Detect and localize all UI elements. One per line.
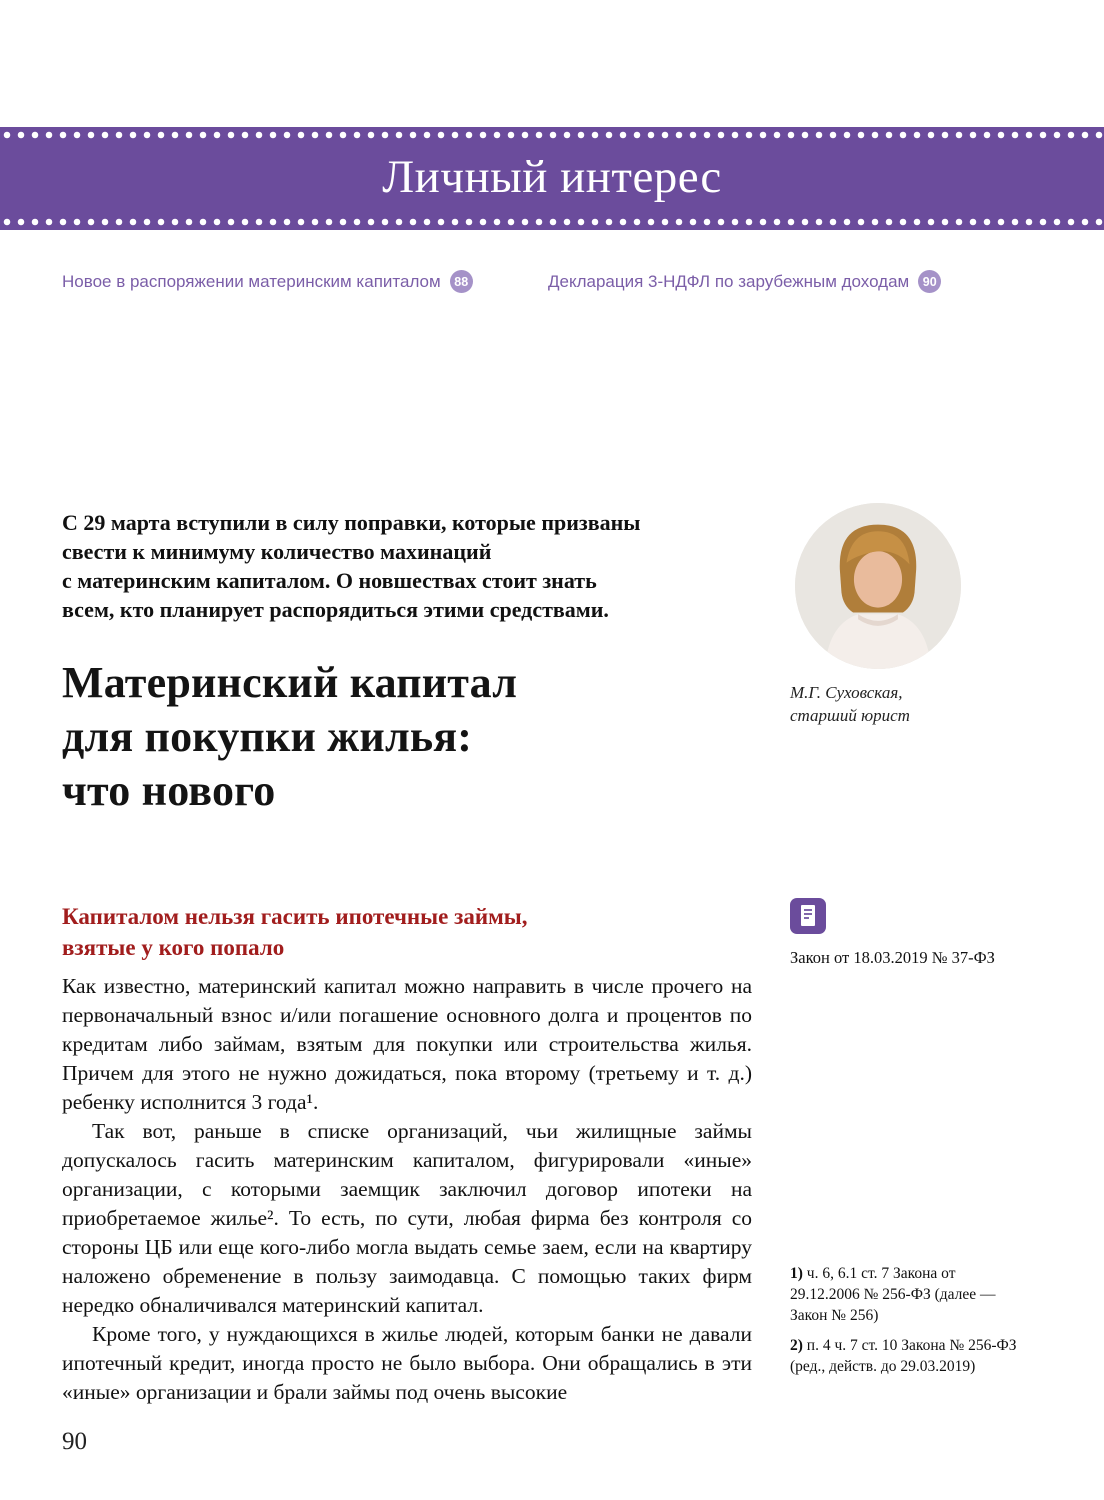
- body-paragraph: Как известно, материнский капитал можно направить в числе прочего на первоначальный взнос и/или погашение основного долга и процентов по кредитам либо займам, взятым для покупки или строительства жилья. Причем для этого не нужно дожидаться, пока второму (третьему и т. д.) ребенку исполнится 3 года¹.: [62, 974, 752, 1114]
- article-title-line: что нового: [62, 766, 276, 815]
- author-caption: [790, 681, 1010, 727]
- section-band: [0, 127, 1104, 230]
- footnote-text: ч. 6, 6.1 ст. 7 Закона от 29.12.2006 № 256-ФЗ (далее — Закон № 256): [790, 1265, 996, 1324]
- toc-item-maternity-capital[interactable]: [62, 270, 473, 293]
- footnote-2: [790, 1335, 1022, 1377]
- footnote-1: [790, 1263, 1022, 1326]
- body-paragraph: Так вот, раньше в списке организаций, чьи жилищные займы допускалось гасить материнским капиталом, фигурировали «иные» организации, с которыми заемщик заключил договор ипотеки на приобретаемое жилье². То есть, по сути, любая фирма без контроля со стороны ЦБ или еще кого-либо могла выдать семье заем, если на квартиру наложено обременение в пользу заимодавца. С помощью таких фирм нередко обналичивался материнский капитал.: [62, 1119, 752, 1317]
- section-heading: [62, 901, 742, 963]
- page-badge: 88: [450, 270, 473, 293]
- page-number: 90: [62, 1428, 87, 1455]
- page-badge: 90: [918, 270, 941, 293]
- footnote-marker: 2): [790, 1337, 803, 1354]
- section-heading-line: Капиталом нельзя гасить ипотечные займы,: [62, 904, 528, 929]
- toc-item-label[interactable]: Новое в распоряжении материнским капиталом: [62, 271, 441, 291]
- law-reference: Закон от 18.03.2019 № 37-ФЗ: [790, 948, 995, 967]
- author-photo: [795, 503, 961, 669]
- article-title-line: Материнский капитал: [62, 658, 518, 707]
- author-name: М.Г. Суховская,: [790, 683, 903, 702]
- toc-item-label[interactable]: Декларация 3-НДФЛ по зарубежным доходам: [548, 271, 910, 291]
- author-title: старший юрист: [790, 706, 910, 725]
- lead-line: всем, кто планирует распорядиться этими средствами.: [62, 597, 609, 622]
- article-body: [62, 972, 752, 1407]
- toc-row: [62, 270, 1042, 300]
- footnotes: [790, 1263, 1022, 1386]
- section-title: Личный интерес: [382, 150, 722, 203]
- section-heading-line: взятые у кого попало: [62, 935, 285, 960]
- lead-line: свести к минимуму количество махинаций: [62, 539, 492, 564]
- body-paragraph: Кроме того, у нуждающихся в жилье людей, которым банки не давали ипотечный кредит, иногда просто не было выбора. Они обращались в эти «иные» организации и брали займы под очень высокие: [62, 1322, 752, 1404]
- article-title: [62, 656, 772, 818]
- article-title-line: для покупки жилья:: [62, 712, 473, 761]
- toc-item-ndfl-declaration[interactable]: [548, 270, 941, 293]
- law-document-icon: [790, 898, 826, 934]
- lead-line: с материнским капиталом. О новшествах стоит знать: [62, 568, 597, 593]
- lead-line: С 29 марта вступили в силу поправки, которые призваны: [62, 510, 641, 535]
- article-lead: [62, 508, 772, 624]
- footnote-marker: 1): [790, 1265, 803, 1282]
- author-portrait-illustration: [795, 503, 961, 669]
- footnote-text: п. 4 ч. 7 ст. 10 Закона № 256-ФЗ (ред., действ. до 29.03.2019): [790, 1337, 1017, 1375]
